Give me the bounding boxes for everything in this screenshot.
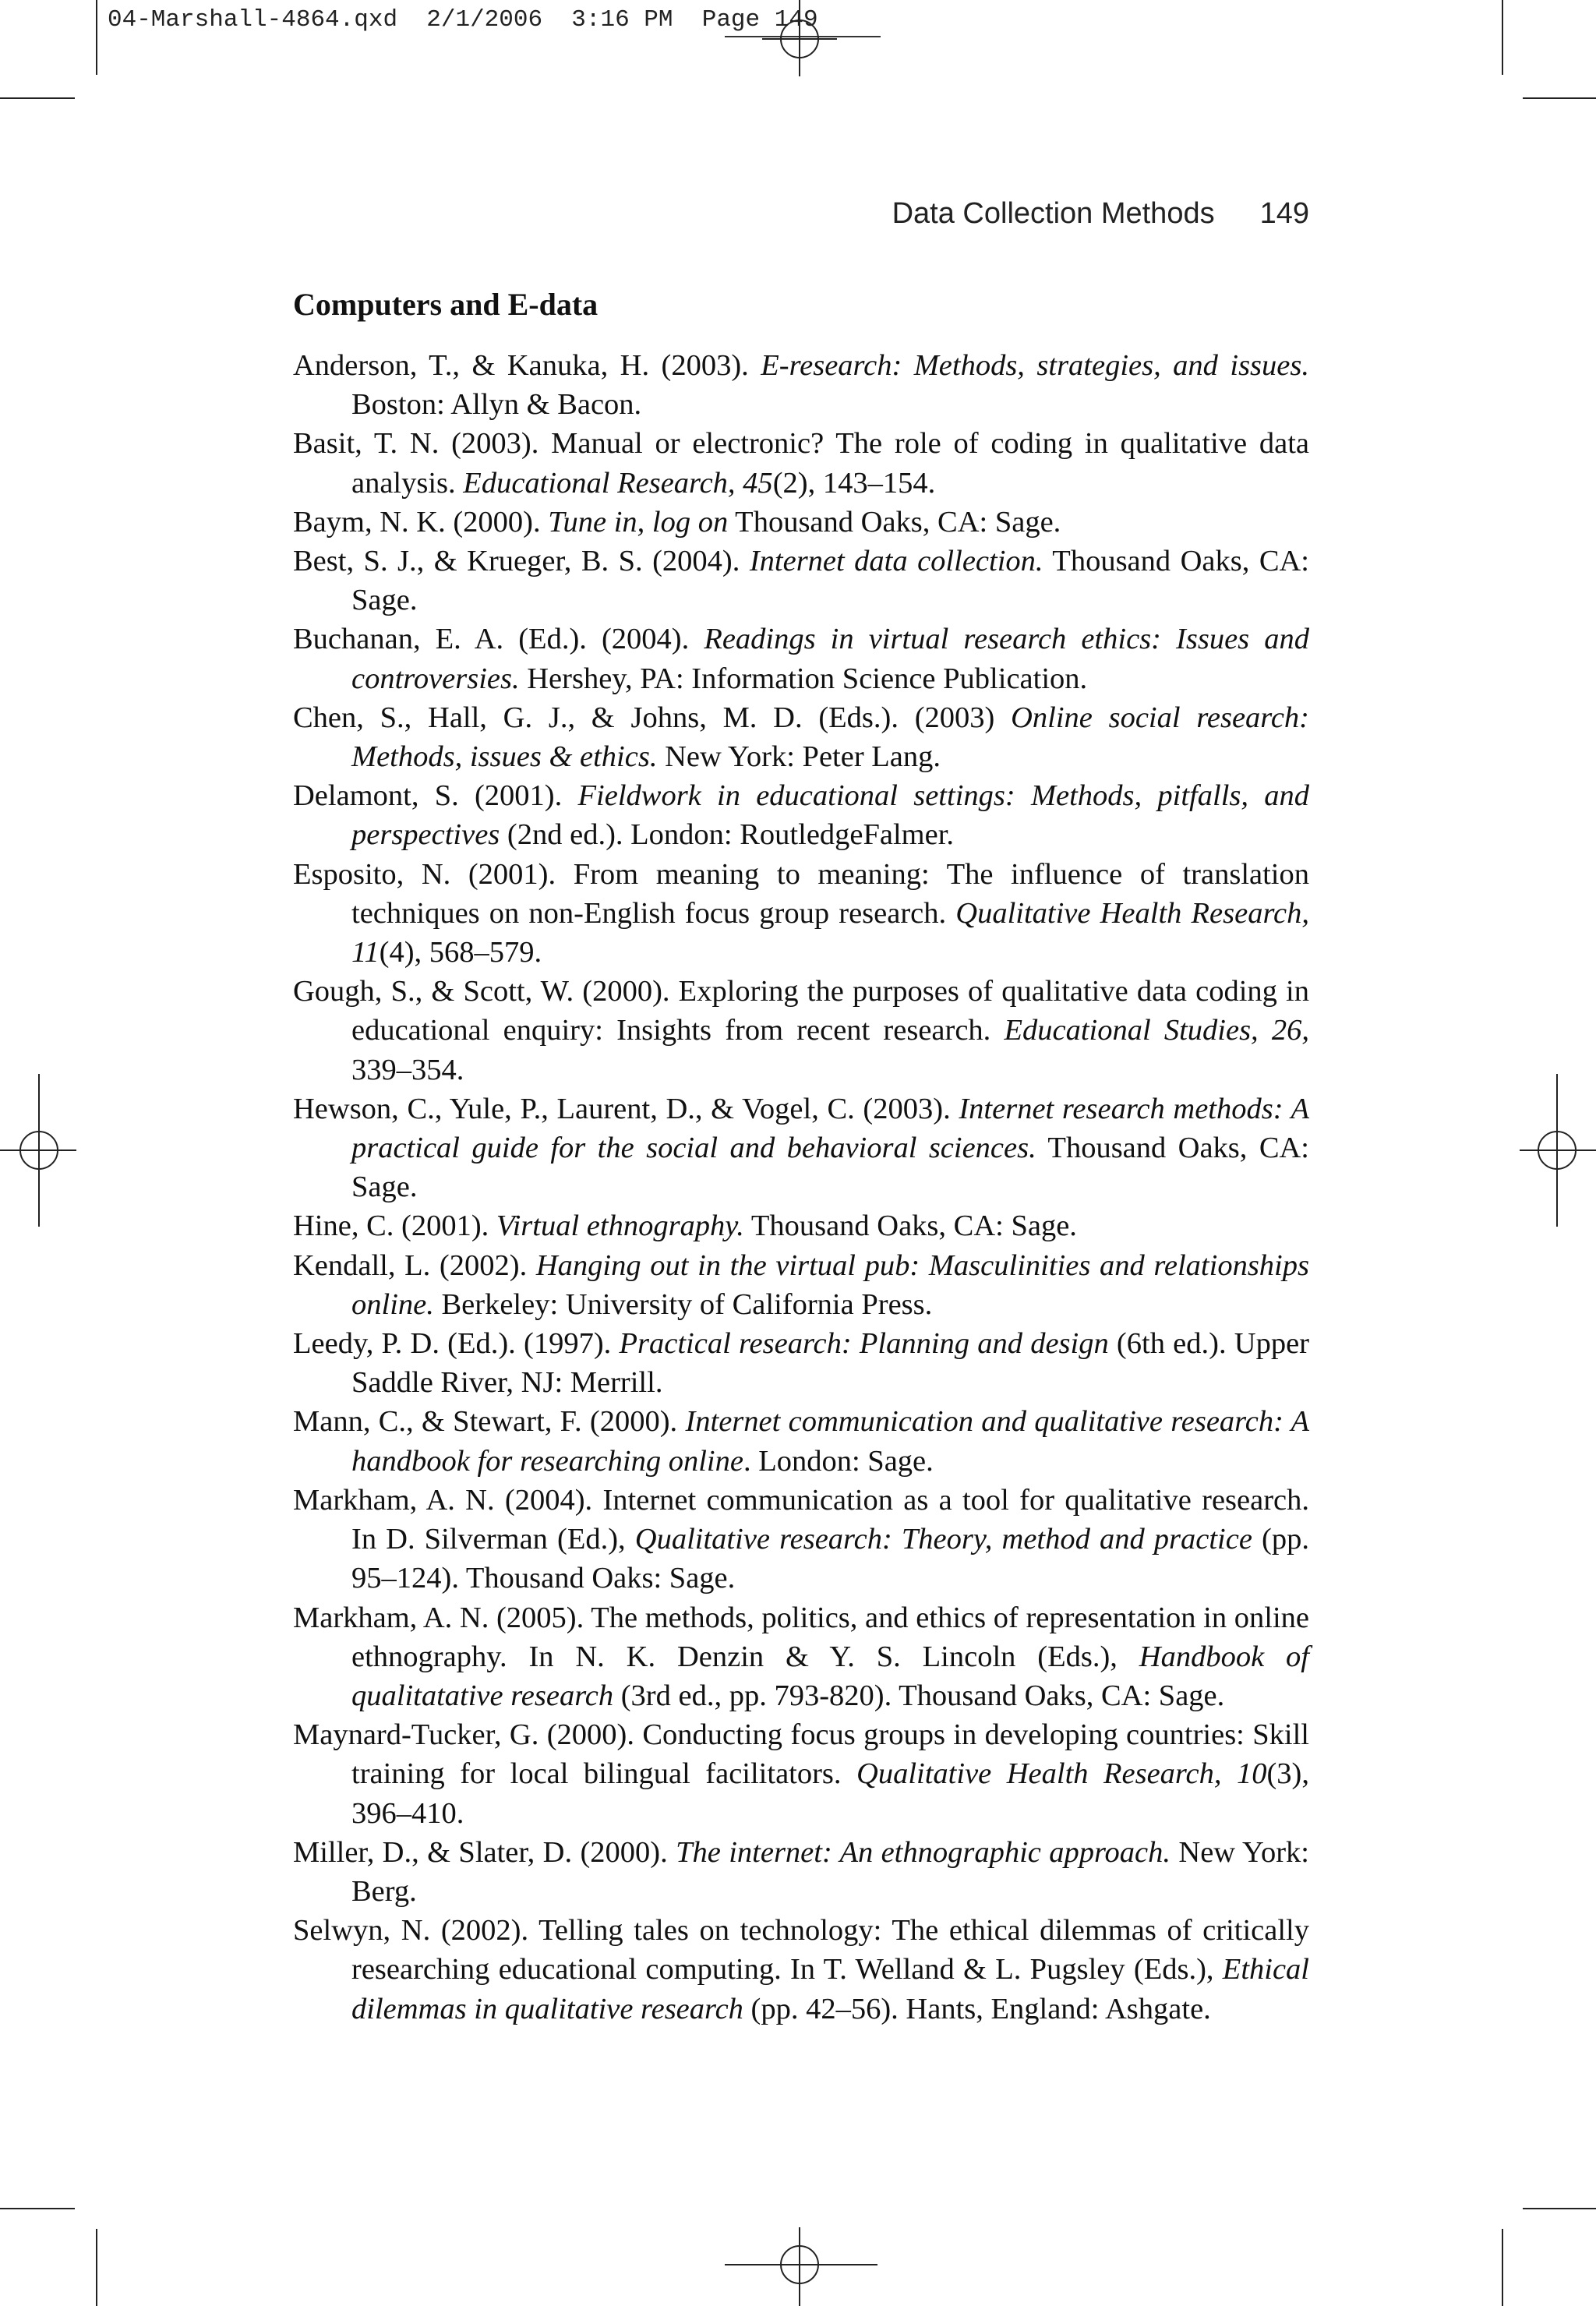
reference-text: (pp. 95–124). Thousand Oaks: Sage. [351,1523,1309,1595]
reference-title: Qualitative research: Theory, method and practice [634,1523,1252,1556]
reference-title: Educational Research, 45 [463,466,773,500]
reference-entry [293,1402,1309,1480]
reference-text: Boston: Allyn & Bacon. [351,388,642,422]
reference-title: Educational Studies, 26, [1004,1014,1309,1047]
reference-text: Thousand Oaks, CA: Sage. [351,1132,1309,1204]
reference-text: Leedy, P. D. (Ed.). (1997). [293,1327,620,1361]
reference-text: Thousand Oaks, CA: Sage. [743,1210,1077,1243]
reference-title: Online social research: Methods, issues & ethics. [351,701,1309,774]
reference-text: Delamont, S. (2001). [293,779,578,813]
page-number: 149 [1259,197,1309,230]
reference-entry [293,1833,1309,1911]
reference-text: Esposito, N. (2001). From meaning to meaning: The influence of translation techniques on non-English focus group research. [293,857,1309,930]
reference-title: Qualitative Health Research, 10 [856,1757,1267,1791]
reference-text: Berkeley: University of California Press. [433,1287,933,1321]
reference-text: Hine, C. (2001). [293,1210,496,1243]
reference-text: Markham, A. N. (2004). Internet communication as a tool for qualitative research. In D. Silverman (Ed.), [293,1483,1309,1556]
reference-entry [293,346,1309,424]
reference-text: Mann, C., & Stewart, F. (2000). [293,1405,686,1439]
registration-mark-left [0,1074,76,1227]
reference-text: Miller, D., & Slater, D. (2000). [293,1835,676,1869]
reference-title: Practical research: Planning and design [619,1327,1109,1361]
reference-text: Chen, S., Hall, G. J., & Johns, M. D. (Eds.). (2003) [293,701,1012,734]
reference-text: (pp. 42–56). Hants, England: Ashgate. [743,1992,1211,2025]
reference-entry [293,776,1309,854]
reference-text: . London: Sage. [743,1444,934,1478]
reference-text: Anderson, T., & Kanuka, H. (2003). [293,349,761,382]
reference-text: Buchanan, E. A. (Ed.). (2004). [293,623,704,656]
reference-entry [293,1598,1309,1716]
registration-mark-top [762,0,837,76]
reference-title: Handbook of qualitatative research [351,1640,1309,1712]
reference-text: Basit, T. N. (2003). Manual or electronic? The role of coding in qualitative data analysis. [293,427,1309,500]
reference-title: Qualitative Health Research, 11 [351,896,1309,969]
reference-entry [293,503,1309,542]
reference-text: (6th ed.). Upper Saddle River, NJ: Merrill. [351,1327,1309,1400]
print-slug: 04-Marshall-4864.qxd 2/1/2006 3:16 PM Page 149 [108,6,818,34]
reference-text: Thousand Oaks, CA: Sage. [728,505,1061,539]
reference-entry [293,1715,1309,1833]
running-head [892,197,1309,231]
reference-text: (2nd ed.). London: RoutledgeFalmer. [500,818,955,852]
reference-entry [293,1246,1309,1324]
reference-text: Hershey, PA: Information Science Publication. [519,662,1088,695]
reference-entry [293,972,1309,1089]
running-head-title: Data Collection Methods [892,197,1215,230]
reference-text: Hewson, C., Yule, P., Laurent, D., & Vogel, C. (2003). [293,1092,959,1125]
reference-title: Internet communication and qualitative research: A handbook for researching online [351,1405,1309,1478]
reference-text: Selwyn, N. (2002). Telling tales on technology: The ethical dilemmas of critically researching educational computing. In T. Welland & L. Pugsley (Eds.), [293,1914,1309,1986]
reference-text: New York: Peter Lang. [657,740,941,774]
reference-text: 339–354. [351,1053,464,1086]
reference-text: New York: Berg. [351,1835,1309,1908]
reference-text: Gough, S., & Scott, W. (2000). Exploring the purposes of qualitative data coding in educational enquiry: Insights from recent research. [293,975,1309,1047]
reference-title: The internet: An ethnographic approach. [676,1835,1171,1869]
reference-title: E-research: Methods, strategies, and issues. [761,349,1309,382]
reference-list [293,346,1309,2029]
registration-mark-bottom [725,2227,877,2306]
reference-text: Kendall, L. (2002). [293,1248,536,1282]
registration-mark-right [1520,1074,1596,1227]
reference-title: Hanging out in the virtual pub: Masculinities and relationships online. [351,1248,1309,1321]
reference-text: (3), 396–410. [351,1757,1309,1830]
reference-text: Thousand Oaks, CA: Sage. [351,545,1310,617]
reference-text: Markham, A. N. (2005). The methods, politics, and ethics of representation in online ethnography. In N. K. Denzin & Y. S. Lincoln (Eds.), [293,1601,1309,1673]
reference-title: Tune in, log on [548,505,729,539]
reference-entry [293,424,1309,502]
reference-text: (4), 568–579. [379,936,542,969]
reference-entry [293,542,1309,620]
reference-entry [293,698,1309,776]
reference-text: (3rd ed., pp. 793-820). Thousand Oaks, CA: Sage. [613,1679,1225,1712]
reference-entry [293,620,1309,697]
reference-entry [293,1911,1309,2029]
reference-text: Baym, N. K. (2000). [293,505,549,539]
reference-entry [293,1481,1309,1598]
reference-entry [293,1089,1309,1207]
reference-title: Internet data collection. [749,545,1043,578]
reference-title: Readings in virtual research ethics: Issues and controversies. [351,623,1309,695]
reference-text: Maynard-Tucker, G. (2000). Conducting focus groups in developing countries: Skill training for local bilingual facilitators. [293,1718,1309,1791]
section-heading: Computers and E-data [293,287,598,322]
reference-title: Ethical dilemmas in qualitative research [351,1953,1309,2025]
reference-entry [293,1206,1309,1245]
reference-entry [293,1324,1309,1402]
reference-title: Fieldwork in educational settings: Methods, pitfalls, and perspectives [351,779,1310,852]
reference-text: (2), 143–154. [772,466,936,500]
reference-text: Best, S. J., & Krueger, B. S. (2004). [293,545,750,578]
reference-title: Internet research methods: A practical guide for the social and behavioral sciences. [351,1092,1309,1165]
reference-entry [293,855,1309,973]
reference-title: Virtual ethnography. [496,1210,744,1243]
